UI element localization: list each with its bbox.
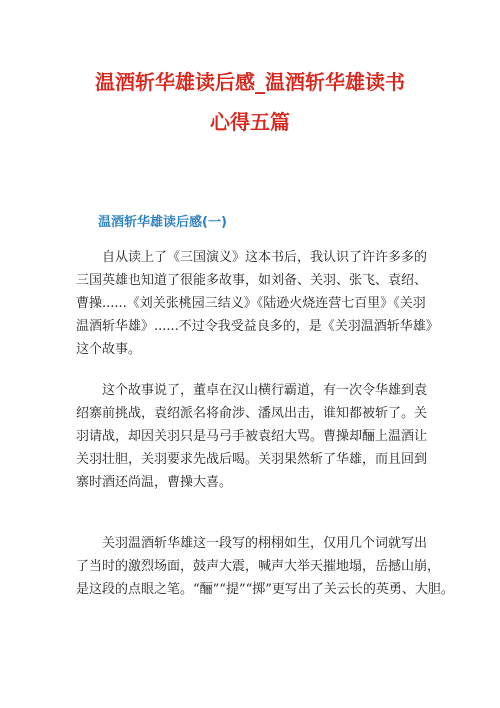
- paragraph-line: 曹操......《刘关张桃园三结义》《陆逊火烧连营七百里》《关羽: [76, 296, 426, 311]
- document-title-line-2: 心得五篇: [210, 110, 290, 134]
- paragraph-line: 了当时的激烈场面，鼓声大震，喊声大举天摧地塌，岳撼山崩，: [76, 559, 441, 574]
- paragraph-line: 自从读上了《三国演义》这本书后，我认识了许许多多的: [102, 250, 428, 265]
- paragraph-3: [76, 532, 454, 601]
- paragraph-2: [76, 379, 436, 494]
- paragraph-line: 关羽温酒斩华雄这一段写的栩栩如生，仅用几个词就写出: [102, 536, 428, 551]
- paragraph-line: 这个故事说了，董卓在汉山横行霸道，有一次令华雄到袁: [102, 383, 428, 398]
- paragraph-line: 寨时酒还尚温，曹操大喜。: [76, 475, 233, 490]
- paragraph-line: 温酒斩华雄》......不过令我受益良多的，是《关羽温酒斩华雄》: [76, 319, 439, 334]
- document-title-line-1: 温酒斩华雄读后感_温酒斩华雄读书: [95, 70, 405, 94]
- section-heading: 温酒斩华雄读后感(一): [98, 215, 227, 230]
- paragraph-line: 关羽壮胆，关羽要求先战后喝。关羽果然斩了华雄，而且回到: [76, 452, 428, 467]
- paragraph-line: 是这段的点眼之笔。“酾”“提”“掷”更写出了关云长的英勇、大胆。: [76, 582, 454, 597]
- paragraph-line: 羽请战，却因关羽只是马弓手被袁绍大骂。曹操却酾上温酒让: [76, 429, 428, 444]
- paragraph-1: [76, 246, 439, 361]
- paragraph-line: 三国英雄也知道了很能多故事，如刘备、关羽、张飞、袁绍、: [76, 273, 428, 288]
- paragraph-line: 这个故事。: [76, 342, 142, 357]
- paragraph-line: 绍寨前挑战，袁绍派名将俞涉、潘凤出击，谁知都被斩了。关: [76, 406, 428, 421]
